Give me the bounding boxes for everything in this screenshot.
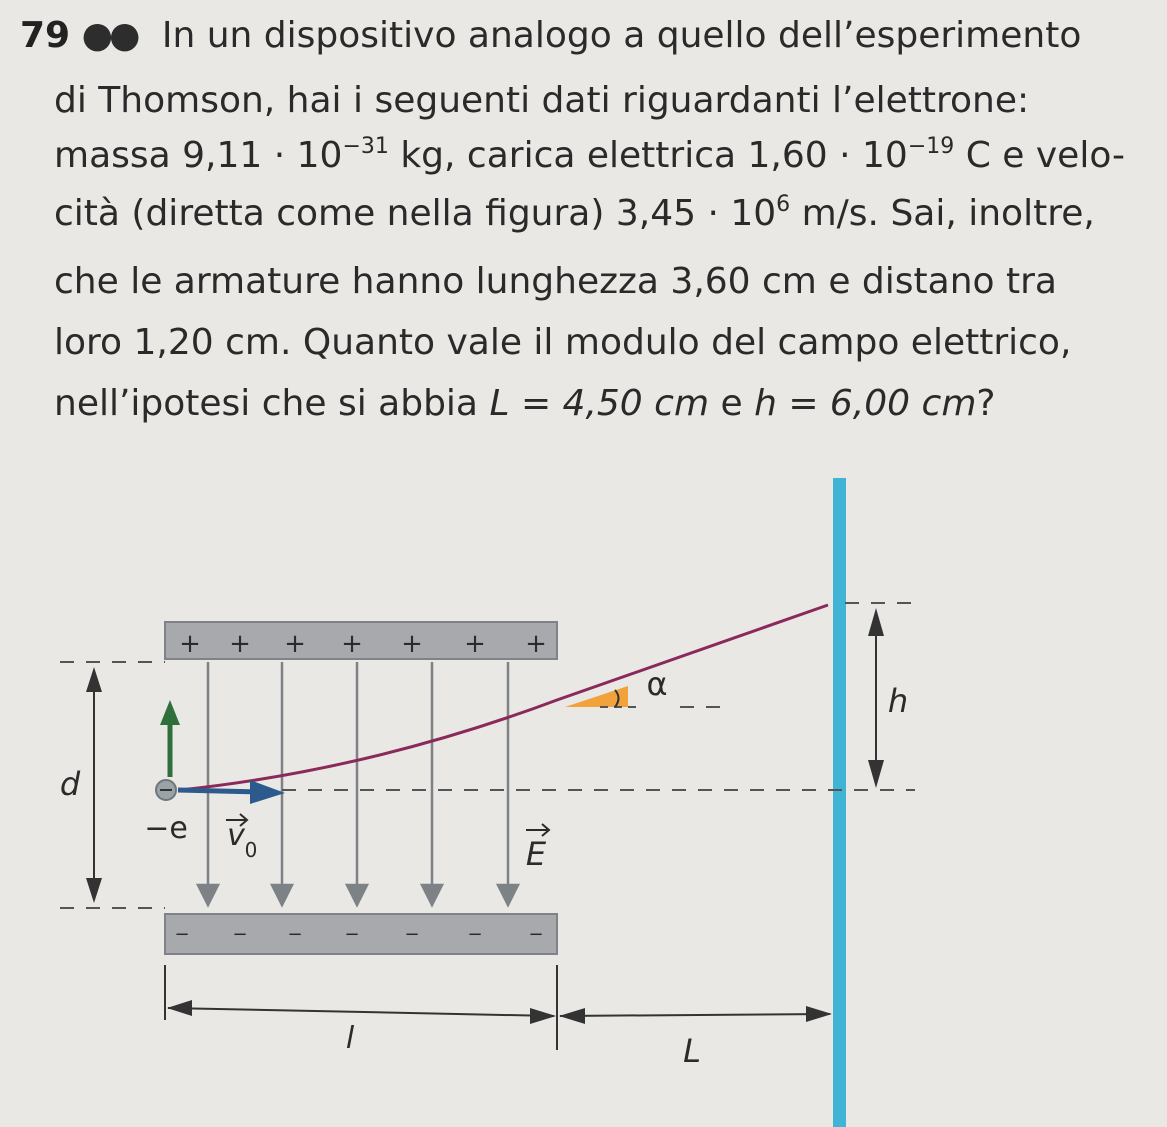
problem-number: 79 (20, 15, 71, 56)
E-label (526, 824, 549, 873)
velocity-arrow (178, 790, 258, 792)
problem-line-5 (54, 260, 1057, 304)
line-text: che le armature hanno lunghezza 3,60 cm e distano tra (54, 261, 1057, 302)
speed-value: 3,45 · 10 (615, 193, 777, 234)
line-text: loro 1,20 cm. Quanto vale il modulo del campo elettrico, (54, 322, 1072, 363)
line-text: nell’ipotesi che si abbia (54, 383, 490, 424)
h-label: h (887, 682, 909, 720)
screen (833, 478, 846, 1127)
L-value: L = 4,50 cm (489, 383, 710, 424)
field-arrowhead (498, 885, 518, 905)
negative-plate (165, 914, 557, 954)
velocity-arrowhead (250, 780, 285, 804)
plus-sign: + (284, 629, 306, 659)
L-dimension-line (560, 1014, 830, 1016)
field-arrowhead (198, 885, 218, 905)
charge-exponent: −19 (907, 134, 955, 159)
h-arrow-bottom (868, 760, 884, 788)
line-text: ? (976, 383, 996, 424)
v0-label (226, 814, 257, 862)
line-text: cità (diretta come nella figura) (54, 193, 616, 234)
minus-sign: − (467, 924, 483, 945)
L-arrow-right (806, 1006, 832, 1022)
line-text: e (709, 383, 755, 424)
field-arrowhead (272, 885, 292, 905)
line-text: In un dispositivo analogo a quello dell’esperimento (161, 15, 1082, 56)
minus-sign: − (404, 924, 420, 945)
charge-label: −e (144, 811, 188, 846)
L-label: L (683, 1032, 701, 1070)
problem-line-7 (54, 382, 996, 426)
line-text: massa (54, 135, 183, 176)
minus-sign: − (287, 924, 303, 945)
minus-sign: − (344, 924, 360, 945)
minus-sign: − (174, 924, 190, 945)
line-text: C e velo- (954, 135, 1126, 176)
field-arrowhead (422, 885, 442, 905)
problem-line-4 (54, 192, 1095, 236)
charge-value: 1,60 · 10 (747, 135, 908, 176)
l-label: l (345, 1021, 355, 1056)
l-arrow-left (167, 1000, 192, 1016)
h-value: h = 6,00 cm (754, 383, 977, 424)
E-letter: E (525, 835, 547, 873)
force-arrowhead (160, 700, 180, 725)
alpha-label: α (646, 665, 668, 703)
minus-sign: − (232, 924, 248, 945)
plus-sign: + (464, 629, 486, 659)
problem-line-3 (54, 134, 1125, 178)
problem-line-6 (54, 321, 1071, 365)
l-dimension-line (168, 1008, 554, 1016)
problem-line-1 (20, 14, 1081, 58)
h-arrow-top (868, 608, 884, 636)
plus-sign: + (341, 629, 363, 659)
difficulty-dots: ●● (81, 15, 137, 56)
plus-sign: + (401, 629, 423, 659)
plus-sign: + (229, 629, 251, 659)
mass-value: 9,11 · 10 (182, 135, 343, 176)
d-arrow-bottom (86, 878, 102, 903)
thomson-diagram (0, 460, 1167, 1127)
d-label: d (59, 765, 81, 803)
plus-sign: + (179, 629, 201, 659)
v0-letter: v (227, 818, 245, 853)
field-arrowhead (347, 885, 367, 905)
line-text: m/s. Sai, inoltre, (790, 193, 1095, 234)
field-lines (198, 662, 518, 905)
L-arrow-left (559, 1008, 585, 1024)
speed-exponent: 6 (776, 192, 791, 217)
line-text: di Thomson, hai i seguenti dati riguardanti l’elettrone: (54, 80, 1030, 121)
minus-sign: − (528, 924, 544, 945)
plus-sign: + (525, 629, 547, 659)
line-text: kg, carica elettrica (388, 135, 748, 176)
v0-subscript: 0 (244, 838, 258, 862)
problem-line-2 (54, 79, 1029, 123)
d-arrow-top (86, 667, 102, 692)
l-arrow-right (530, 1008, 556, 1024)
mass-exponent: −31 (342, 134, 389, 159)
